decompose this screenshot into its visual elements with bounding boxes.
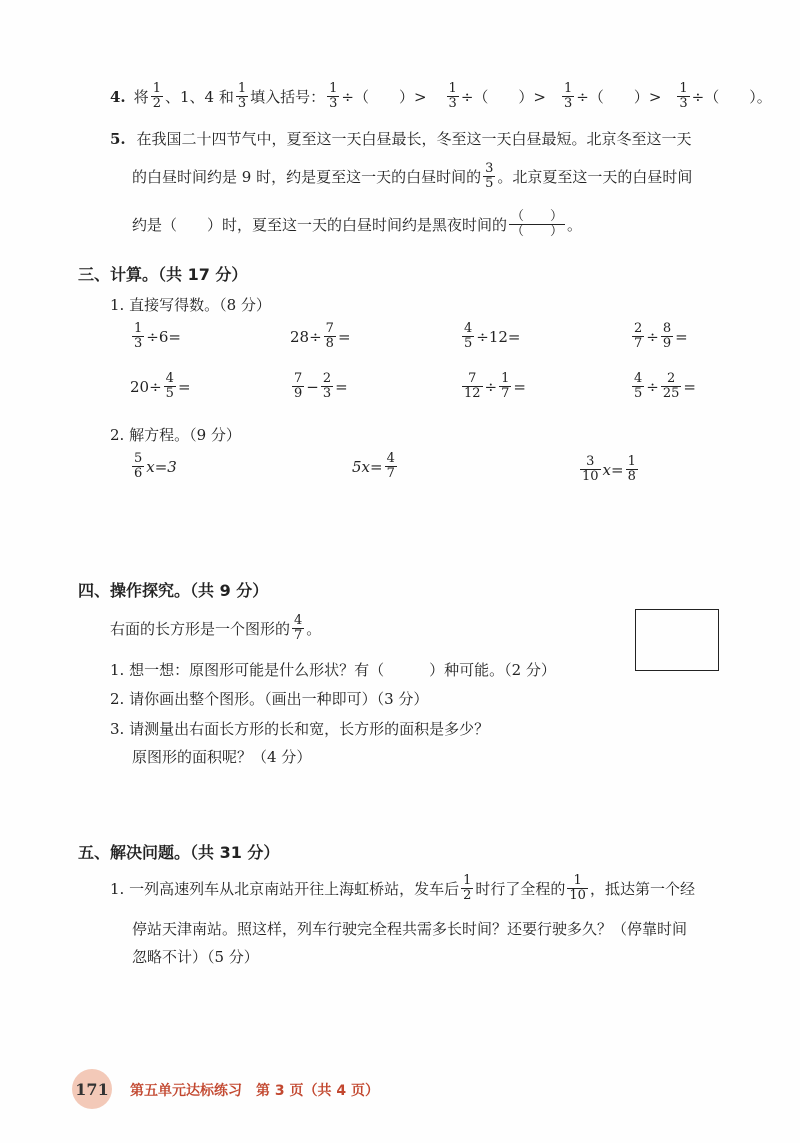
calc-grid <box>130 321 696 422</box>
calc-item: $\frac{4}{5}$ ÷ $\frac{2}{25}$ = <box>634 371 696 401</box>
sec3-sub-1: 1. 直接写得数。（8 分） <box>110 296 271 314</box>
question-4 <box>110 82 772 111</box>
page-number: 171 <box>75 1079 109 1099</box>
answer-blank[interactable]: ÷（ ）> <box>576 88 662 106</box>
page-number-badge <box>72 1069 112 1109</box>
fraction: $\frac{1}{3}$ <box>563 81 573 111</box>
answer-blank[interactable]: ÷（ ）。 <box>691 88 772 106</box>
answer-blank[interactable]: ÷（ ）> <box>341 88 427 106</box>
sec4-intro: 右面的长方形是一个图形的 $\frac{4}{7}$ 。 <box>110 613 322 643</box>
sec4-q2: 2. 请你画出整个图形。（画出一种即可）（3 分） <box>110 690 429 708</box>
answer-blank[interactable]: 约是（ ）时，夏至这一天的白昼时间约是黑夜时间的 <box>132 216 508 234</box>
q4-text: 填入括号： <box>250 88 326 106</box>
equation: $\frac{3}{10}$ x= $\frac{1}{8}$ <box>582 454 636 484</box>
footer-label: 第五单元达标练习 第 3 页（共 4 页） <box>130 1083 379 1099</box>
calc-item: 28÷ $\frac{7}{8}$ = <box>290 321 351 351</box>
calc-item: $\frac{2}{7}$ ÷ $\frac{8}{9}$ = <box>634 321 688 351</box>
calc-item: $\frac{7}{9}$ − $\frac{2}{3}$ = <box>294 371 348 401</box>
equation: 5x= $\frac{4}{7}$ <box>352 451 395 481</box>
section-4-title: 四、操作探究。（共 9 分） <box>78 581 269 600</box>
sec4-q3: 3. 请测量出右面长方形的长和宽，长方形的面积是多少？ <box>110 720 490 738</box>
q5-text: 。北京夏至这一天的白昼时间 <box>497 168 693 186</box>
section-3-title: 三、计算。（共 17 分） <box>78 265 248 284</box>
calc-item: 20÷ $\frac{4}{5}$ = <box>130 371 191 401</box>
sec4-q3-line2: 原图形的面积呢？（4 分） <box>132 748 312 766</box>
answer-blank[interactable]: ÷（ ）> <box>460 88 546 106</box>
q5-number: 5. <box>110 130 126 148</box>
q4-number: 4. <box>110 87 126 106</box>
fraction: $\frac{3}{5}$ <box>485 161 494 191</box>
rectangle-figure <box>635 609 719 671</box>
fraction-blank[interactable]: $\frac{( )}{( )}$ <box>511 209 564 239</box>
q4-text: 将 <box>133 88 149 106</box>
equation: $\frac{5}{6}$ x=3 <box>134 451 177 481</box>
sec5-q1-line3: 忽略不计）（5 分） <box>132 948 259 966</box>
q5-text: 。 <box>567 216 583 234</box>
fraction: $\frac{1}{3}$ <box>329 81 338 111</box>
fraction: $\frac{1}{3}$ <box>448 81 457 111</box>
question-5 <box>110 128 691 149</box>
sec4-q1: 1. 想一想：原图形可能是什么形状？有（ ）种可能。（2 分） <box>110 661 556 679</box>
calc-item: $\frac{1}{3}$ ÷6= <box>134 321 181 351</box>
sec5-q1-line1: 1. 一列高速列车从北京南站开往上海虹桥站，发车后 $\frac{1}{2}$ 时行了全程的 $\frac{1}{10}$ ，抵达第一个经 <box>110 873 695 903</box>
q5-line-1: 在我国二十四节气中，夏至这一天白昼最长，冬至这一天白昼最短。北京冬至这一天 <box>136 130 692 148</box>
calc-item: $\frac{4}{5}$ ÷12= <box>464 321 521 351</box>
calc-item: $\frac{7}{12}$ ÷ $\frac{1}{7}$ = <box>464 371 526 401</box>
sec5-q1-line2: 停站天津南站。照这样，列车行驶完全程共需多长时间？还要行驶多久？（停靠时间 <box>132 920 688 938</box>
q5-text: 的白昼时间约是 9 时，约是夏至这一天的白昼时间的 <box>132 168 482 186</box>
section-5-title: 五、解决问题。（共 31 分） <box>78 843 280 862</box>
fraction: $\frac{1}{3}$ <box>237 81 247 111</box>
q5-line-3 <box>132 210 582 239</box>
sec3-sub-2: 2. 解方程。（9 分） <box>110 426 241 444</box>
q5-line-2 <box>132 162 692 191</box>
fraction: $\frac{1}{3}$ <box>679 81 688 111</box>
q4-text: 、1、4 和 <box>164 88 234 106</box>
fraction: $\frac{1}{2}$ <box>152 81 161 111</box>
